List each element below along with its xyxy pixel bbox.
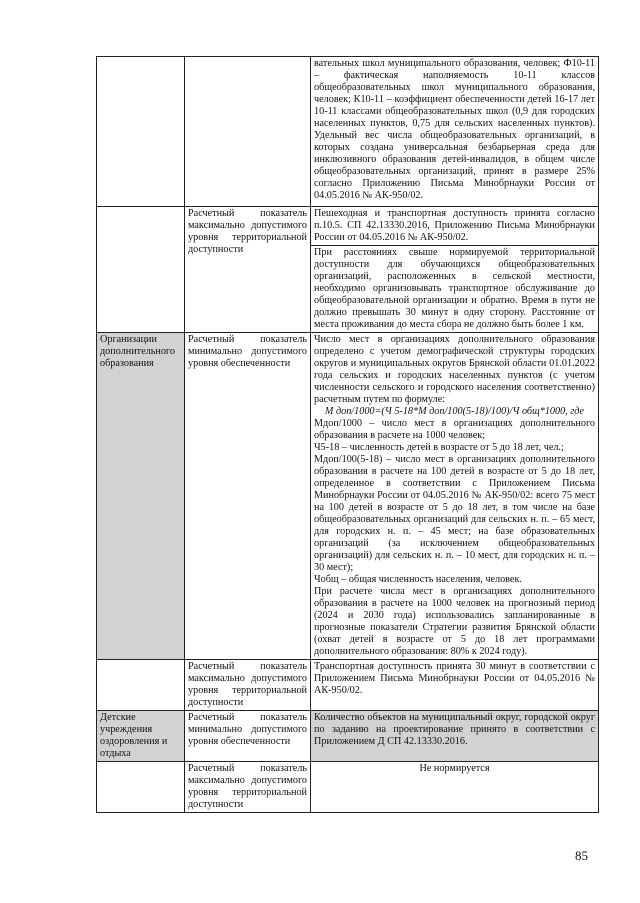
description-cell: вательных школ муниципального образования, человек; Ф10-11 – фактическая наполняемость 10-11 классов общеобразовательных школ муниципального образования, человек; К10-11 – коэффициент обеспеченности детей 16-17 лет 10-11 классами общеобразовательных школ (0,9 для городских населенных пунктов, 0,75 для сельских населенных пунктов). Удельный вес числа общеобразовательных организаций, в которых создана универсальная безбарьерная среда для инклюзивного образования детей-инвалидов, в общем числе общеобразовательных организаций, принят в размере 25% согласно Приложению Письма Минобрнауки России от 04.05.2016 № АК-950/02. [311, 57, 599, 207]
category-cell [97, 207, 185, 333]
formula: М доп/1000=(Ч 5-18*М доп/100(5-18)/100)/Ч общ*1000, где [324, 406, 585, 417]
table-row [97, 711, 599, 762]
definition-paragraph: Мдоп/1000 – число мест в организациях дополнительного образования в расчете на 1000 человек; [314, 418, 595, 441]
transport-paragraph: При расстояниях свыше нормируемой территориальной доступности для обучающихся общеобразовательных организаций, расположенных в сельской местности, необходимо организовывать транспортное обслуживание до общеобразовательной организации и обратно. Время в пути не должно превышать 30 минут в одну сторону. Расстояние от места проживания до места сбора не должно быть более 1 км. [314, 247, 595, 330]
description-cell: Транспортная доступность принята 30 минут в соответствии с Приложением Письма Минобрнауки России от 04.05.2016 № АК-950/02. [311, 660, 599, 711]
table-row [97, 333, 599, 660]
indicator-cell: Расчетный показатель максимально допустимого уровня территориальной доступности [185, 207, 311, 333]
description-cell [311, 333, 599, 660]
indicator-cell: Расчетный показатель минимально допустимого уровня обеспеченности [185, 333, 311, 660]
table-row [97, 57, 599, 207]
category-cell: Организации дополнительного образования [97, 333, 185, 660]
category-cell: Детские учреждения оздоровления и отдыха [97, 711, 185, 762]
table-row [97, 762, 599, 813]
intro-paragraph: Число мест в организациях дополнительного образования определено с учетом демографической структуры городских округов и муниципальных округов Брянской области 01.01.2022 года сельских и городских населенных пунктов (с учетом численности сельского и городского населения соответственно) расчетным путем по формуле: [314, 334, 595, 405]
forecast-paragraph: При расчете числа мест в организациях дополнительного образования в расчете на 1000 человек на прогнозный период (2024 и 2030 года) использовались запланированные в прогнозные показатели Стратегии развития Брянской области (охват детей в возрасте от 5 до 18 лет программами дополнительного образования: 80% к 2024 году). [314, 586, 595, 657]
description-cell: Количество объектов на муниципальный округ, городской округ по заданию на проектирование принято в соответствии с Приложением Д СП 42.13330.2016. [311, 711, 599, 762]
indicator-cell: Расчетный показатель максимально допустимого уровня территориальной доступности [185, 762, 311, 813]
category-cell [97, 762, 185, 813]
indicator-cell [185, 57, 311, 207]
category-cell [97, 660, 185, 711]
definition-paragraph: Ч5-18 – численность детей в возрасте от 5 до 18 лет, чел.; [314, 442, 564, 453]
definition-paragraph: Мдоп/100(5-18) – число мест в организациях дополнительного образования в расчете на 100 детей в возрасте от 5 до 18 лет, определенное в соответствии с Приложением Письма Минобрнауки России от 04.05.2016 № АК-950/02: всего 75 мест на 100 детей в возрасте от 5 до 18 лет, в том числе на базе общеобразовательных организаций для сельских н. п. – 65 мест, для городских н. п. – 45 мест; на базе образовательных организаций (за исключением общеобразовательных организаций) для сельских н. п. – 10 мест, для городских н. п. – 30 мест); [314, 454, 595, 573]
page-number: 85 [575, 848, 588, 863]
table-row [97, 207, 599, 333]
category-cell [97, 57, 185, 207]
description-cell [311, 207, 599, 333]
norms-table [96, 56, 599, 813]
table-row [97, 660, 599, 711]
indicator-cell: Расчетный показатель минимально допустимого уровня обеспеченности [185, 711, 311, 762]
indicator-cell: Расчетный показатель максимально допустимого уровня территориальной доступности [185, 660, 311, 711]
description-cell: Не нормируется [311, 762, 599, 813]
definition-paragraph: Чобщ – общая численность населения, человек. [314, 574, 522, 585]
accessibility-paragraph: Пешеходная и транспортная доступность принята согласно п.10.5. СП 42.13330.2016, Приложению Письма Минобрнауки России от 04.05.2016 № АК-950/02. [311, 207, 598, 246]
